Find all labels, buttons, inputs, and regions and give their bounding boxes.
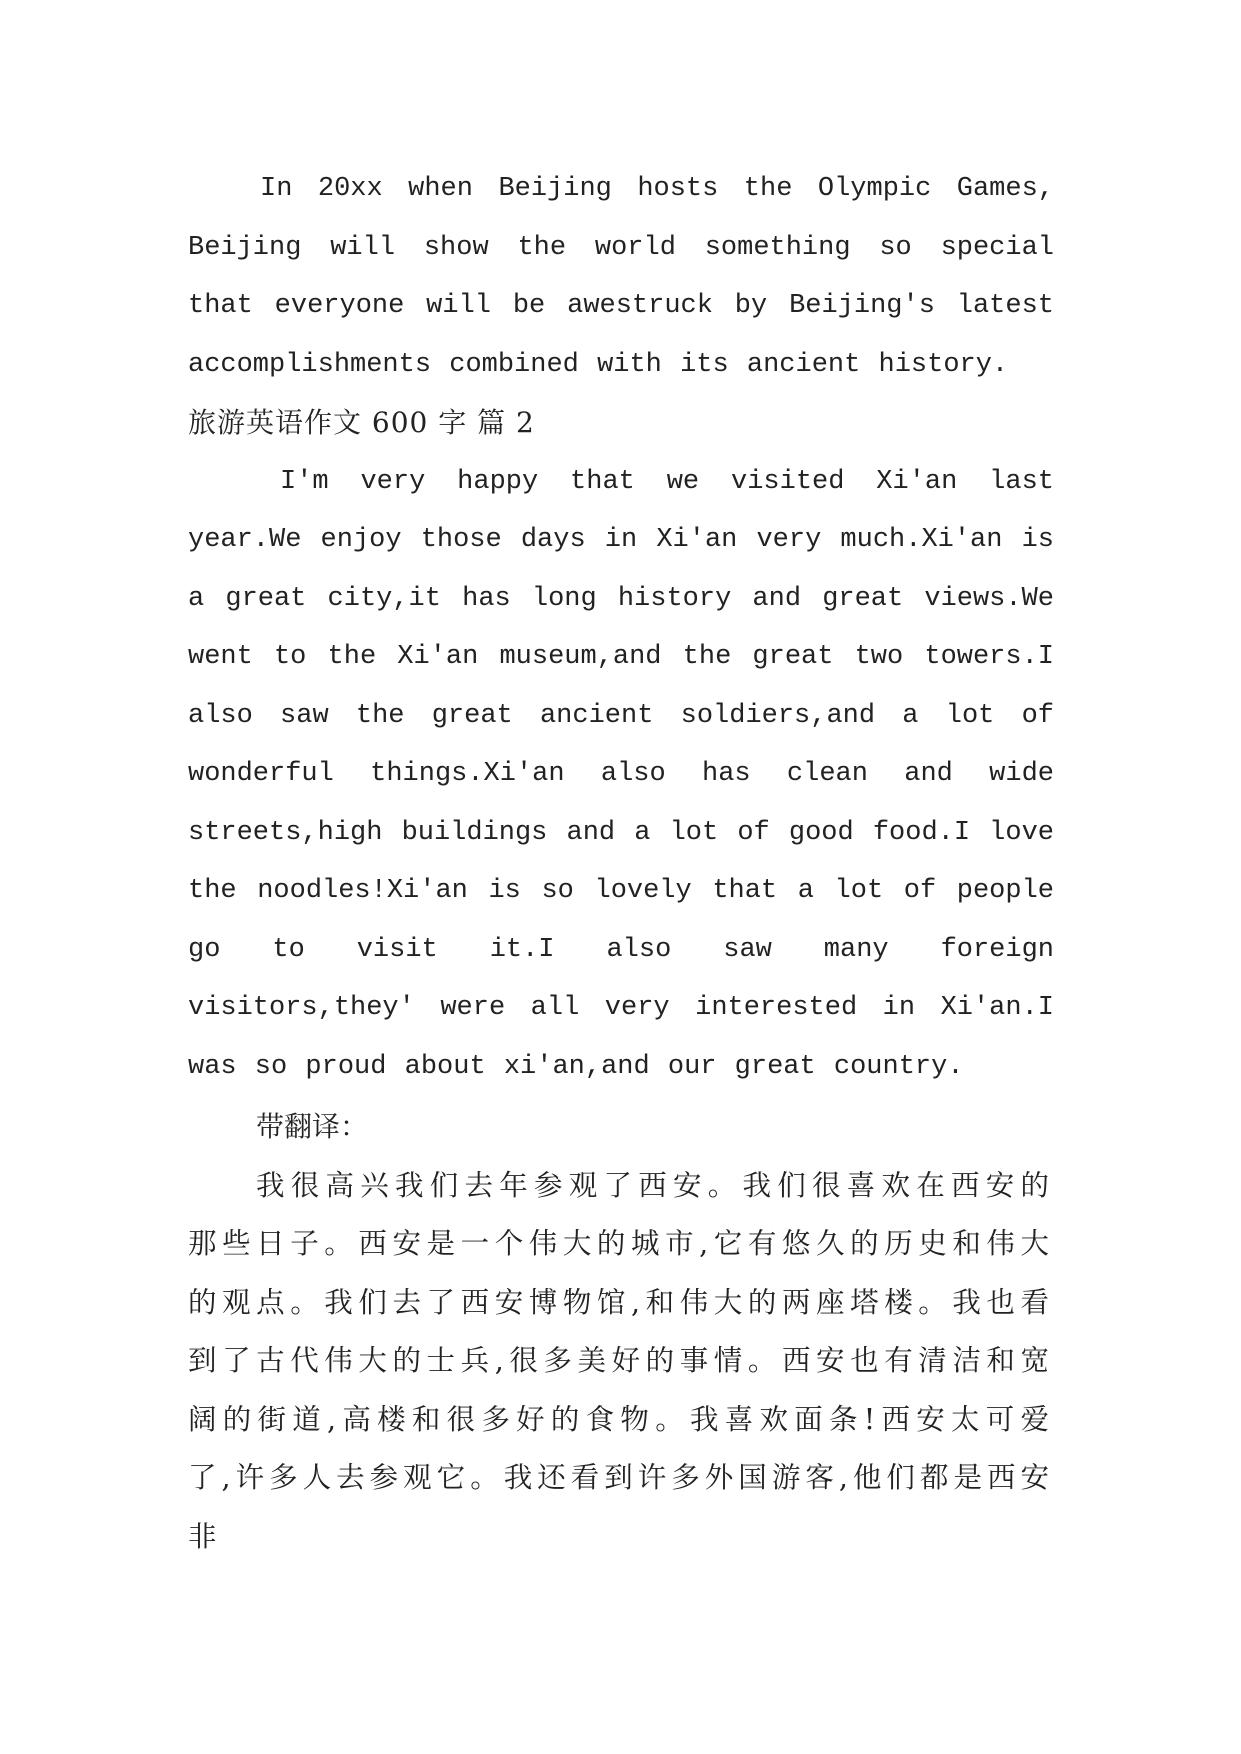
document-page bbox=[188, 160, 1054, 1566]
translation-label: 带翻译： bbox=[256, 1110, 369, 1143]
paragraph-xian-chinese: 我很高兴我们去年参观了西安。我们很喜欢在西安的那些日子。西安是一个伟大的城市,它有悠久的历史和伟大的观点。我们去了西安博物馆,和伟大的两座塔楼。我也看到了古代伟大的士兵,很多美好的事情。西安也有清洁和宽阔的街道,高楼和很多好的食物。我喜欢面条!西安太可爱了,许多人去参观它。我还看到许多外国游客,他们都是西安非 bbox=[188, 1168, 1054, 1553]
paragraph-xian-english: I'm very happy that we visited Xi'an last year.We enjoy those days in Xi'an very much.Xi'an is a great city,it has long history and great views.We went to the Xi'an museum,and the great two towers.I also saw the great ancient soldiers,and a lot of wonderful things.Xi'an also has clean and wide streets,high buildings and a lot of good food.I love the noodles!Xi'an is so lovely that a lot of people go to visit it.I also saw many foreign visitors,they' were all very interested in Xi'an.I was so proud about xi'an,and our great country. bbox=[188, 466, 1054, 1082]
paragraph-olympics: In 20xx when Beijing hosts the Olympic Games, Beijing will show the world something so special that everyone will be awestruck by Beijing's latest accomplishments combined with its ancient history. bbox=[188, 174, 1054, 380]
section-heading: 旅游英语作文 600 字 篇 2 bbox=[188, 406, 535, 439]
